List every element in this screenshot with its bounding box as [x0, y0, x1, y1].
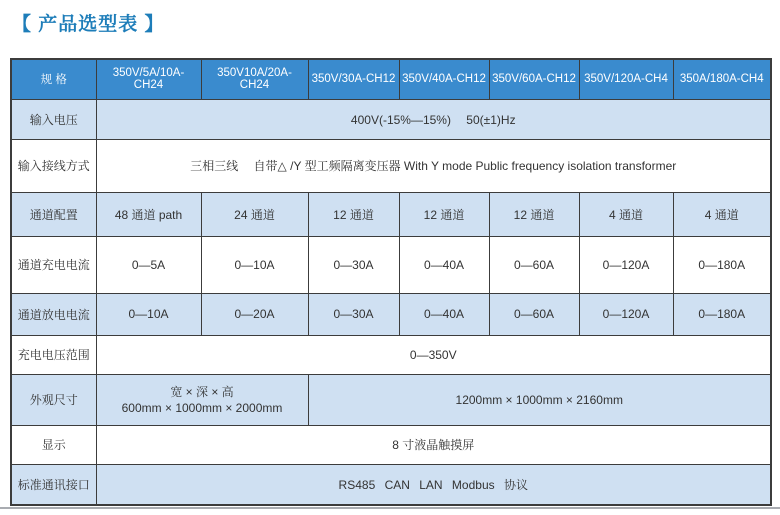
discharge-current-value: 0—10A [96, 293, 201, 335]
header-model-7: 350A/180A-CH4 [673, 59, 771, 99]
channel-config-value: 12 通道 [489, 192, 579, 236]
dimensions-large-value: 1200mm × 1000mm × 2160mm [308, 374, 771, 425]
row-display [11, 425, 771, 464]
page-title: 【 产品选型表 】 [12, 14, 165, 35]
charge-current-value: 0—120A [579, 236, 673, 293]
row-comm-interface [11, 464, 771, 505]
input-wiring-label: 输入接线方式 [11, 139, 96, 192]
charge-voltage-range-value: 0—350V [96, 335, 771, 374]
display-label: 显示 [11, 425, 96, 464]
header-model-2: 350V10A/20A-CH24 [201, 59, 308, 99]
spec-header-cell: 规 格 [11, 59, 96, 99]
header-model-6: 350V/120A-CH4 [579, 59, 673, 99]
charge-current-value: 0—30A [308, 236, 399, 293]
channel-config-value: 48 通道 path [96, 192, 201, 236]
header-model-1: 350V/5A/10A-CH24 [96, 59, 201, 99]
header-model-3: 350V/30A-CH12 [308, 59, 399, 99]
charge-current-value: 0—180A [673, 236, 771, 293]
input-wiring-value: 三相三线 自带△ /Y 型工频隔离变压器 With Y mode Public frequency isolation transformer [96, 139, 771, 192]
channel-config-value: 4 通道 [579, 192, 673, 236]
discharge-current-label: 通道放电电流 [11, 293, 96, 335]
row-channel-discharge-current [11, 293, 771, 335]
row-dimensions [11, 374, 771, 425]
header-model-4: 350V/40A-CH12 [399, 59, 489, 99]
input-voltage-value: 400V(-15%—15%) 50(±1)Hz [96, 99, 771, 139]
channel-config-value: 4 通道 [673, 192, 771, 236]
charge-current-value: 0—10A [201, 236, 308, 293]
header-model-5: 350V/60A-CH12 [489, 59, 579, 99]
channel-config-label: 通道配置 [11, 192, 96, 236]
dimensions-small-value: 600mm × 1000mm × 2000mm [121, 400, 283, 415]
discharge-current-value: 0—60A [489, 293, 579, 335]
row-input-voltage [11, 99, 771, 139]
channel-config-value: 24 通道 [201, 192, 308, 236]
input-voltage-label: 输入电压 [11, 99, 96, 139]
dimensions-small-header: 宽 × 深 × 高 [170, 384, 234, 399]
channel-config-value: 12 通道 [399, 192, 489, 236]
discharge-current-value: 0—180A [673, 293, 771, 335]
charge-voltage-range-label: 充电电压范围 [11, 335, 96, 374]
discharge-current-value: 0—30A [308, 293, 399, 335]
dimensions-small-cabinet [96, 374, 308, 425]
dimensions-label: 外观尺寸 [11, 374, 96, 425]
discharge-current-value: 0—40A [399, 293, 489, 335]
charge-current-value: 0—5A [96, 236, 201, 293]
discharge-current-value: 0—120A [579, 293, 673, 335]
display-value: 8 寸液晶触摸屏 [96, 425, 771, 464]
charge-current-value: 0—40A [399, 236, 489, 293]
discharge-current-value: 0—20A [201, 293, 308, 335]
channel-config-value: 12 通道 [308, 192, 399, 236]
comm-interface-label: 标准通讯接口 [11, 464, 96, 505]
charge-current-label: 通道充电电流 [11, 236, 96, 293]
row-channel-charge-current [11, 236, 771, 293]
comm-interface-value: RS485 CAN LAN Modbus 协议 [96, 464, 771, 505]
row-channel-config [11, 192, 771, 236]
bottom-divider [0, 507, 780, 509]
product-selection-table [10, 58, 772, 506]
row-charge-voltage-range [11, 335, 771, 374]
row-input-wiring [11, 139, 771, 192]
table-header-row [11, 59, 771, 99]
charge-current-value: 0—60A [489, 236, 579, 293]
